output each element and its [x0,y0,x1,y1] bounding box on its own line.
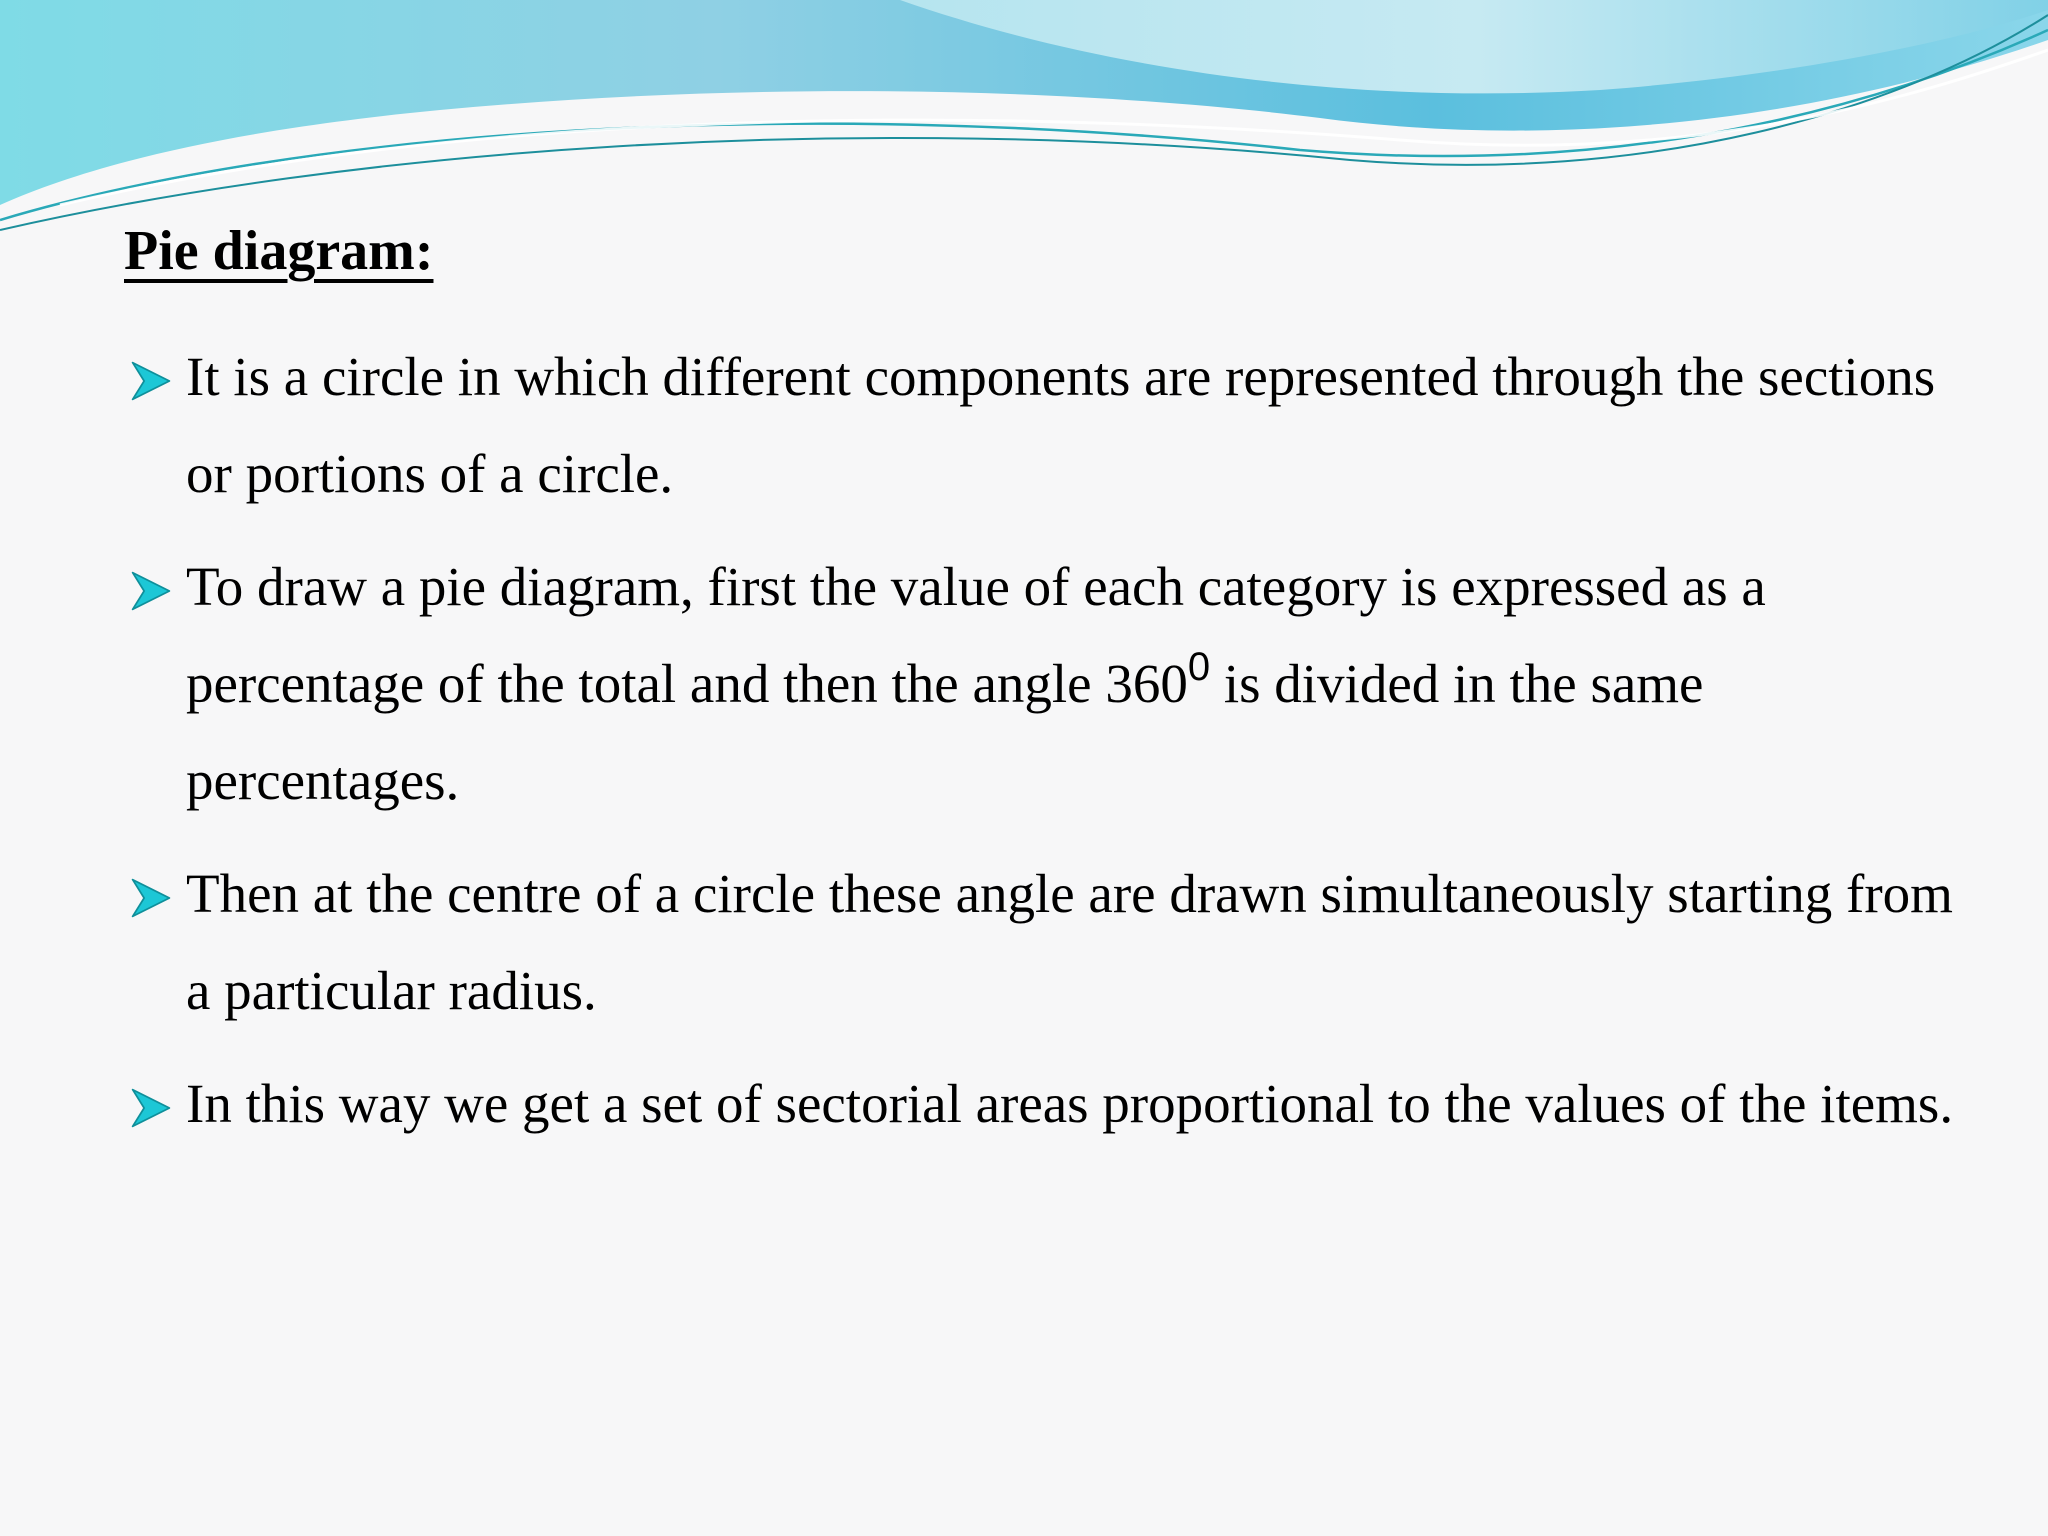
bullet-text: It is a circle in which different components are represented through the sections or portions of a circle. [186,346,1936,504]
arrow-bullet-icon [128,1085,174,1131]
arrow-bullet-icon [128,875,174,921]
bullet-text: Then at the centre of a circle these angle are drawn simultaneously starting from a particular radius. [186,863,1953,1021]
header-wave-decoration [0,0,2048,240]
slide-title: Pie diagram: [124,220,434,282]
bullet-item [128,1055,1988,1152]
bullet-list [128,328,1988,1152]
degree-superscript: 0 [1187,645,1211,689]
bullet-text: To draw a pie diagram, first the value of each category is expressed as a percentage of the total and then the angle 360 [186,556,1766,714]
bullet-item [128,538,1988,829]
arrow-bullet-icon [128,568,174,614]
arrow-bullet-icon [128,358,174,404]
bullet-item [128,328,1988,522]
bullet-text-continued: is divided in the same percentages. [186,653,1704,811]
bullet-item [128,845,1988,1039]
bullet-text: In this way we get a set of sectorial areas proportional to the values of the items. [186,1073,1954,1134]
